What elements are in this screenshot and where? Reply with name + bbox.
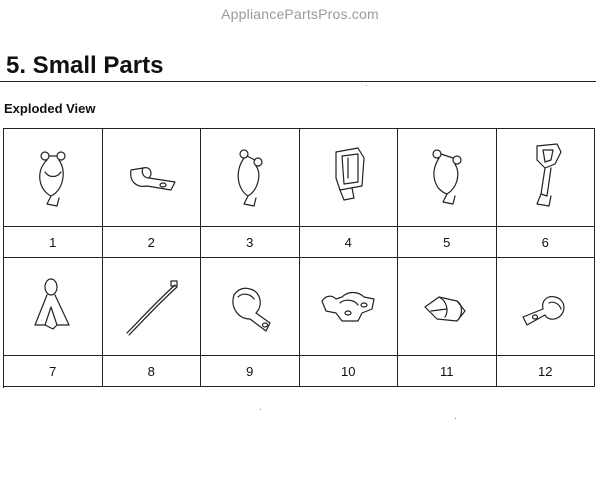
exploded-view-heading: Exploded View bbox=[4, 101, 96, 116]
part-number: 12 bbox=[538, 363, 553, 379]
cable-tie-icon bbox=[121, 267, 181, 347]
part-number: 3 bbox=[246, 234, 254, 250]
watermark: AppliancePartsPros.com bbox=[221, 6, 379, 22]
parts-grid bbox=[3, 128, 595, 388]
scan-speck bbox=[260, 409, 261, 410]
part-image-cell-9 bbox=[201, 258, 300, 356]
part-image-cell-5 bbox=[398, 129, 497, 227]
part-number-cell bbox=[103, 227, 202, 258]
part-image-cell-4 bbox=[300, 129, 399, 227]
spring-clip-icon bbox=[417, 267, 477, 347]
part-image-cell-8 bbox=[103, 258, 202, 356]
part-number-cell bbox=[398, 227, 497, 258]
scan-speck bbox=[455, 418, 456, 419]
part-image-cell-1 bbox=[4, 129, 103, 227]
part-number: 2 bbox=[147, 234, 155, 250]
wire-clip-icon bbox=[220, 138, 280, 218]
part-number-cell bbox=[201, 227, 300, 258]
part-image-cell-12 bbox=[497, 258, 596, 356]
part-image-cell-2 bbox=[103, 129, 202, 227]
part-number: 11 bbox=[440, 363, 454, 379]
snap-holder-icon bbox=[318, 138, 378, 218]
part-number: 1 bbox=[49, 234, 57, 250]
part-number-cell bbox=[4, 356, 103, 387]
wire-clip-icon bbox=[23, 138, 83, 218]
scan-speck bbox=[366, 85, 367, 86]
part-number: 4 bbox=[344, 234, 352, 250]
tie-anchor-icon bbox=[515, 138, 575, 218]
part-number: 5 bbox=[443, 234, 451, 250]
wire-hanger-icon bbox=[23, 267, 83, 347]
part-number: 10 bbox=[341, 363, 356, 379]
part-number: 7 bbox=[49, 363, 57, 379]
part-image-cell-10 bbox=[300, 258, 399, 356]
part-image-cell-11 bbox=[398, 258, 497, 356]
double-clip-icon bbox=[318, 267, 378, 347]
part-number: 8 bbox=[147, 363, 155, 379]
title-rule bbox=[0, 81, 596, 82]
part-number-cell bbox=[300, 356, 399, 387]
part-image-cell-7 bbox=[4, 258, 103, 356]
part-number-cell bbox=[4, 227, 103, 258]
loop-clamp-icon bbox=[220, 267, 280, 347]
part-number: 6 bbox=[541, 234, 549, 250]
part-number-cell bbox=[497, 356, 596, 387]
part-image-cell-6 bbox=[497, 129, 596, 227]
part-number-cell bbox=[103, 356, 202, 387]
part-image-cell-3 bbox=[201, 129, 300, 227]
part-number: 9 bbox=[246, 363, 254, 379]
part-number-cell bbox=[300, 227, 399, 258]
cable-clamp-icon bbox=[121, 138, 181, 218]
part-number-cell bbox=[201, 356, 300, 387]
section-title: 5. Small Parts bbox=[6, 52, 164, 79]
loop-clamp-icon bbox=[515, 267, 575, 347]
part-number-cell bbox=[497, 227, 596, 258]
wire-clip-icon bbox=[417, 138, 477, 218]
part-number-cell bbox=[398, 356, 497, 387]
